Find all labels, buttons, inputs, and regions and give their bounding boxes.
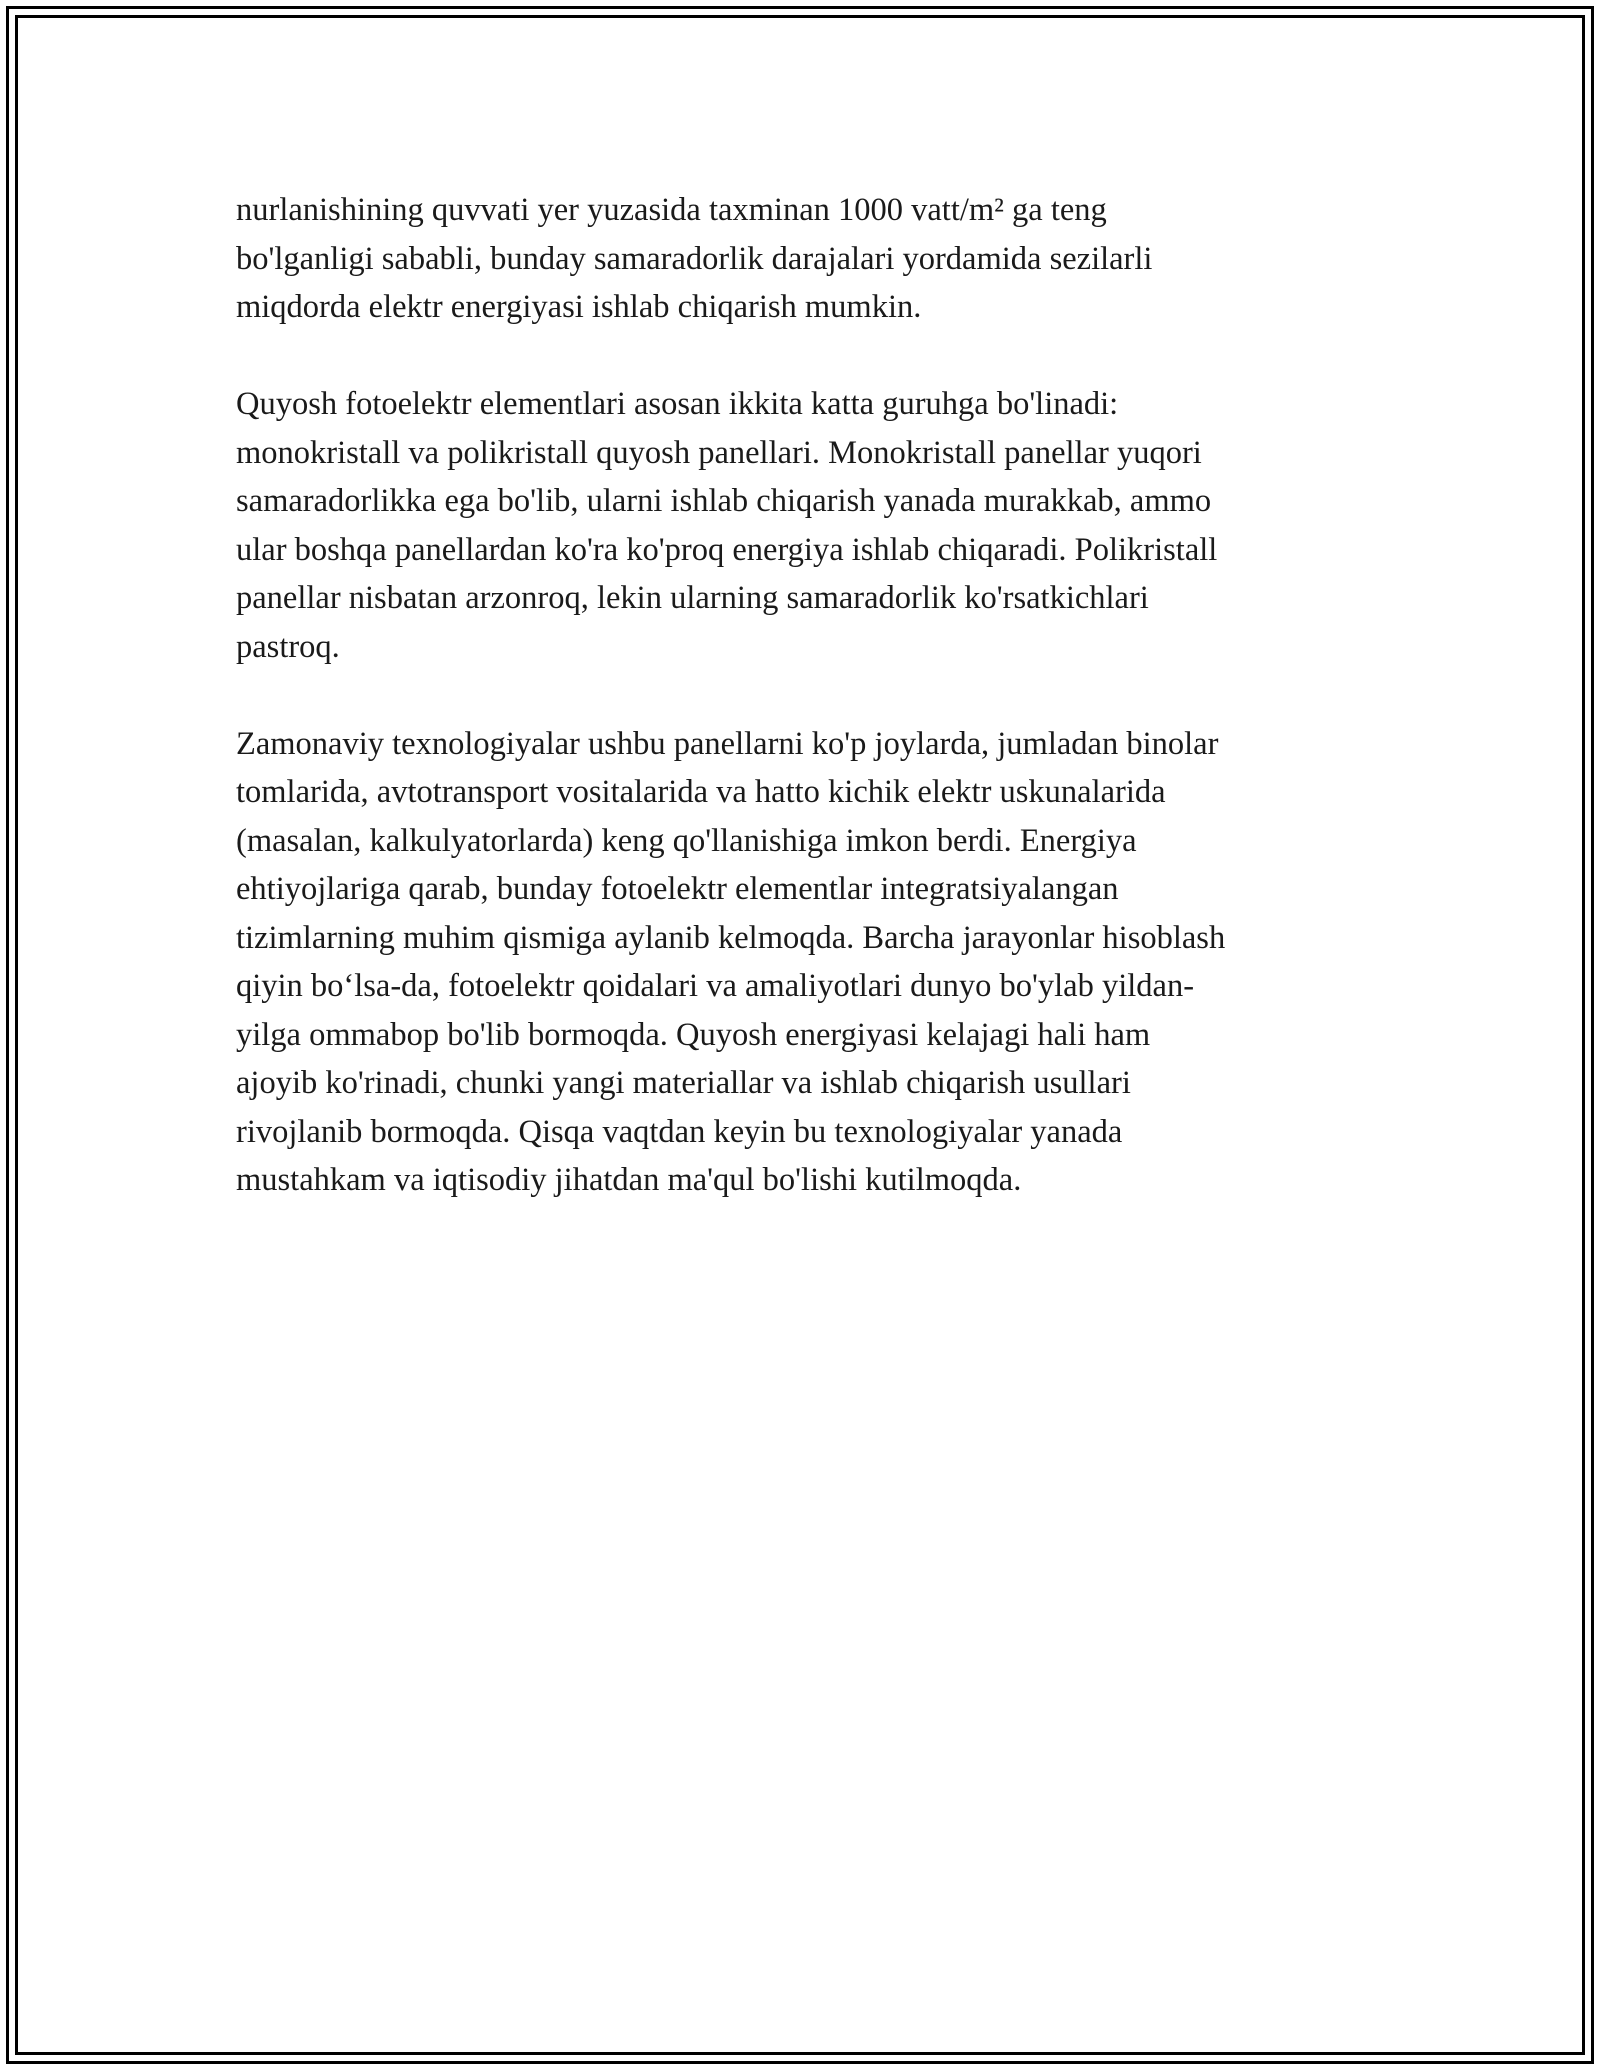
text-line: monokristall va polikristall quyosh panellari. Monokristall panellar yuqori xyxy=(236,434,1202,471)
text-line: panellar nisbatan arzonroq, lekin ularning samaradorlik ko'rsatkichlari xyxy=(236,580,1149,616)
paragraph-1 xyxy=(236,186,1356,332)
text-line: miqdorda elektr energiyasi ishlab chiqarish mumkin. xyxy=(236,289,922,325)
text-line: nurlanishining quvvati yer yuzasida taxminan 1000 vatt/m² ga teng xyxy=(236,192,1107,228)
text-line: bo'lganligi sababli, bunday samaradorlik darajalari yordamida sezilarli xyxy=(236,240,1153,277)
text-line: tomlarida, avtotransport vositalarida va hatto kichik elektr uskunalarida xyxy=(236,774,1166,810)
document-body xyxy=(236,186,1356,1253)
text-line: ehtiyojlariga qarab, bunday fotoelektr elementlar integratsiyalangan xyxy=(236,871,1119,907)
paragraph-3 xyxy=(236,720,1356,1205)
paragraph-2 xyxy=(236,380,1356,671)
text-line: rivojlanib bormoqda. Qisqa vaqtdan keyin bu texnologiyalar yanada xyxy=(236,1113,1123,1150)
text-line: tizimlarning muhim qismiga aylanib kelmoqda. Barcha jarayonlar hisoblash xyxy=(236,919,1226,956)
text-line: Quyosh fotoelektr elementlari asosan ikkita katta guruhga bo'linadi: xyxy=(236,386,1119,422)
text-line: ular boshqa panellardan ko'ra ko'proq energiya ishlab chiqaradi. Polikristall xyxy=(236,531,1218,568)
text-line: (masalan, kalkulyatorlarda) keng qo'llanishiga imkon berdi. Energiya xyxy=(236,822,1137,859)
text-line: yilga ommabop bo'lib bormoqda. Quyosh energiyasi kelajagi hali ham xyxy=(236,1016,1151,1053)
text-line: pastroq. xyxy=(236,628,340,665)
text-line: ajoyib ko'rinadi, chunki yangi materiallar va ishlab chiqarish usullari xyxy=(236,1065,1131,1101)
text-line: qiyin bo‘lsa-da, fotoelektr qoidalari va amaliyotlari dunyo bo'ylab yildan- xyxy=(236,968,1195,1004)
text-line: mustahkam va iqtisodiy jihatdan ma'qul bo'lishi kutilmoqda. xyxy=(236,1162,1022,1198)
text-line: samaradorlikka ega bo'lib, ularni ishlab chiqarish yanada murakkab, ammo xyxy=(236,483,1212,519)
text-line: Zamonaviy texnologiyalar ushbu panellarni ko'p joylarda, jumladan binolar xyxy=(236,725,1219,762)
